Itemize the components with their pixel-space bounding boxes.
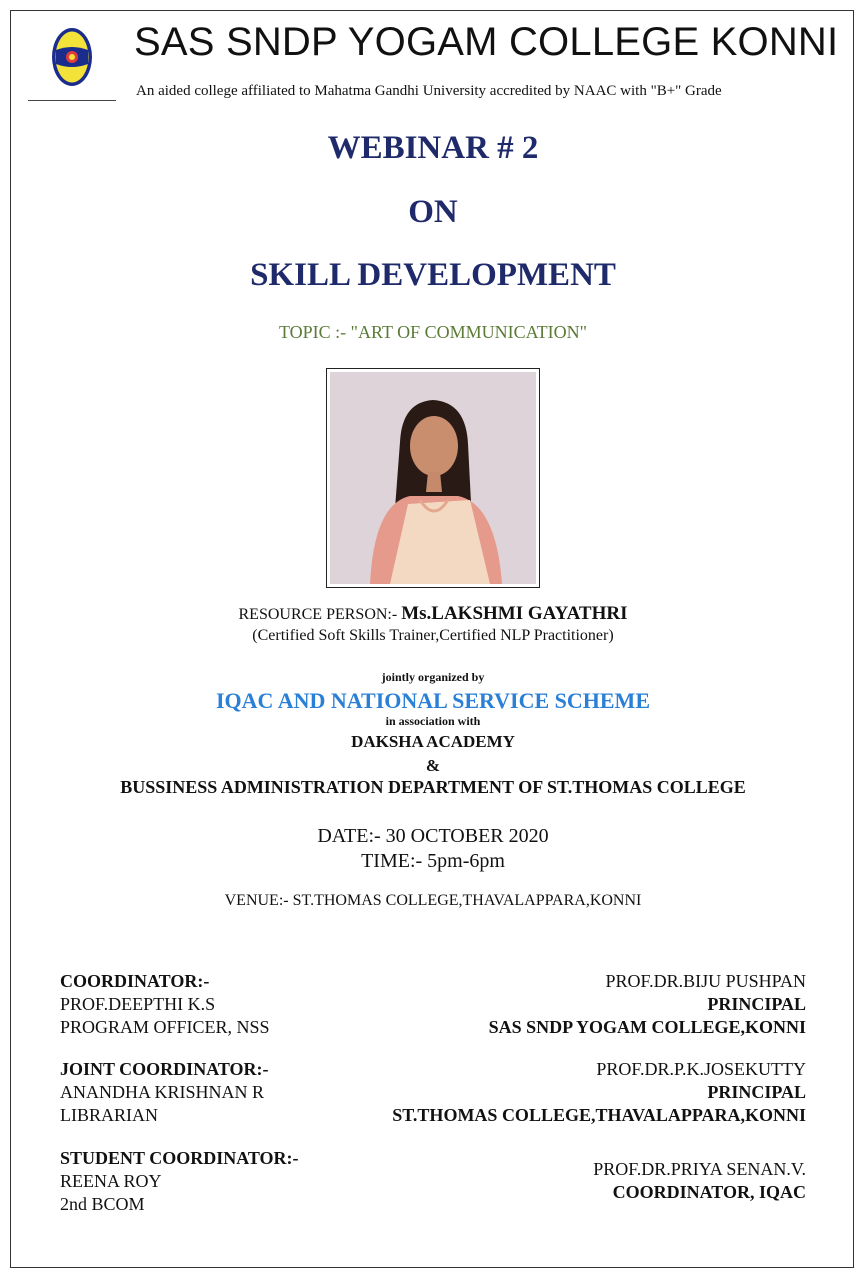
jointly-organized-label: jointly organized by xyxy=(381,670,485,684)
resource-person-name: Ms.LAKSHMI GAYATHRI xyxy=(401,603,628,624)
webinar-subject: SKILL DEVELOPMENT xyxy=(250,257,616,293)
student-coordinator-title: STUDENT COORDINATOR:- xyxy=(60,1148,299,1168)
event-venue: VENUE:- ST.THOMAS COLLEGE,THAVALAPPARA,KONNI xyxy=(224,892,642,909)
coordinator-title: COORDINATOR:- xyxy=(60,971,210,991)
resource-credentials: (Certified Soft Skills Trainer,Certified NLP Practitioner) xyxy=(252,627,614,644)
speaker-photo xyxy=(326,368,540,588)
resource-person-line xyxy=(0,603,866,625)
joint-coordinator-name: ANANDHA KRISHNAN R xyxy=(60,1082,265,1102)
association-label: in association with xyxy=(385,714,481,728)
joint-coordinator-role: LIBRARIAN xyxy=(60,1105,158,1125)
coordinator-name: PROF.DEEPTHI K.S xyxy=(60,994,216,1014)
principal-stthomas-name: PROF.DR.P.K.JOSEKUTTY xyxy=(596,1059,806,1079)
coordinator-role: PROGRAM OFFICER, NSS xyxy=(60,1017,270,1037)
ampersand: & xyxy=(425,756,441,775)
principal-stthomas-org: ST.THOMAS COLLEGE,THAVALAPPARA,KONNI xyxy=(392,1105,806,1125)
college-name: SAS SNDP YOGAM COLLEGE KONNI xyxy=(134,20,839,64)
iqac-coordinator-block xyxy=(593,1158,806,1204)
speaker-portrait-icon xyxy=(330,372,536,584)
joint-coordinator-block xyxy=(60,1058,269,1127)
coordinator-block xyxy=(60,970,270,1039)
student-coordinator-name: REENA ROY xyxy=(60,1171,162,1191)
college-emblem-icon xyxy=(28,14,116,100)
student-coordinator-class: 2nd BCOM xyxy=(60,1194,145,1214)
college-logo xyxy=(28,14,116,101)
student-coordinator-block xyxy=(60,1147,299,1216)
principal-sas-org: SAS SNDP YOGAM COLLEGE,KONNI xyxy=(488,1017,806,1037)
topic-line: TOPIC :- "ART OF COMMUNICATION" xyxy=(279,322,587,342)
webinar-on: ON xyxy=(408,194,458,230)
event-date: DATE:- 30 OCTOBER 2020 xyxy=(317,825,549,847)
joint-coordinator-title: JOINT COORDINATOR:- xyxy=(60,1059,269,1079)
event-time: TIME:- 5pm-6pm xyxy=(361,850,505,872)
webinar-title: WEBINAR # 2 xyxy=(327,130,539,166)
principal-stthomas-role: PRINCIPAL xyxy=(707,1082,806,1102)
principal-sas-block xyxy=(489,970,806,1039)
iqac-coordinator-name: PROF.DR.PRIYA SENAN.V. xyxy=(593,1159,806,1179)
principal-stthomas-block xyxy=(392,1058,806,1127)
principal-sas-name: PROF.DR.BIJU PUSHPAN xyxy=(605,971,806,991)
resource-person-label: RESOURCE PERSON:- xyxy=(238,606,402,623)
partner-daksha: DAKSHA ACADEMY xyxy=(351,732,515,751)
iqac-coordinator-role: COORDINATOR, IQAC xyxy=(612,1182,806,1202)
main-organizer: IQAC AND NATIONAL SERVICE SCHEME xyxy=(215,688,650,713)
college-tagline: An aided college affiliated to Mahatma Gandhi University accredited by NAAC with "B+" Grade xyxy=(136,83,722,99)
principal-sas-role: PRINCIPAL xyxy=(707,994,806,1014)
partner-ba-department: BUSSINESS ADMINISTRATION DEPARTMENT OF ST.THOMAS COLLEGE xyxy=(120,777,746,797)
